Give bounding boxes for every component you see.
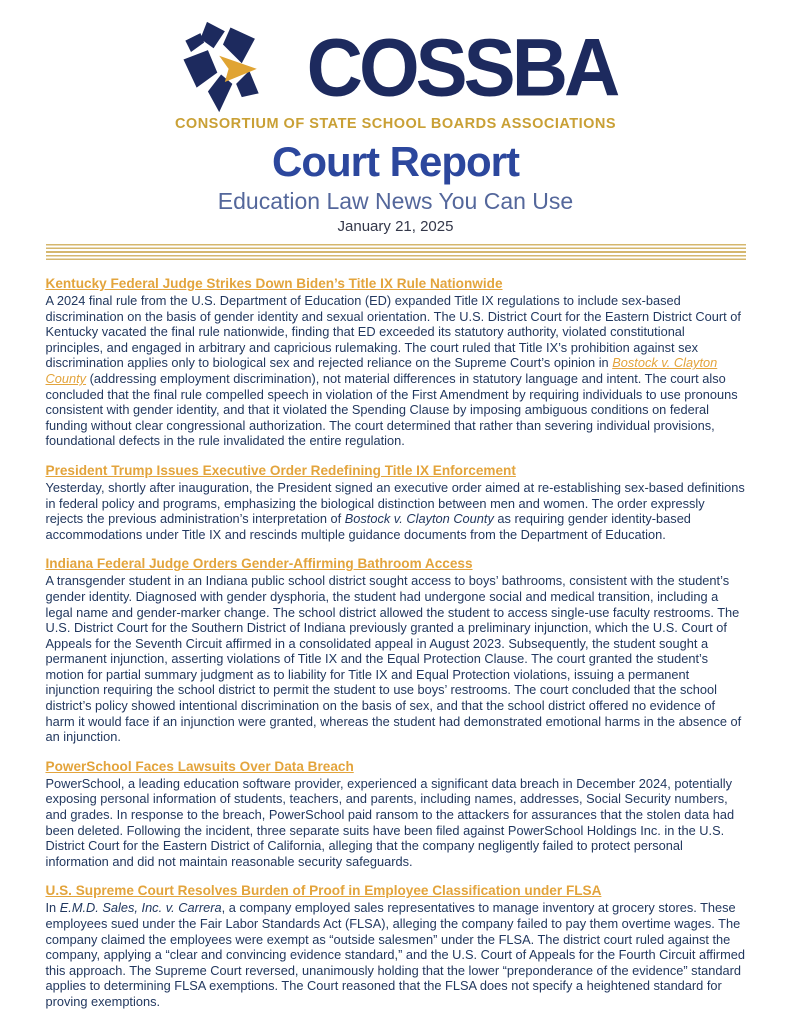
newsletter-page: [46, 0, 746, 1010]
star-logo-icon: [175, 20, 301, 114]
cossba-logo: [46, 20, 746, 114]
article: [46, 555, 746, 745]
article: [46, 275, 746, 449]
article: [46, 462, 746, 542]
articles: [46, 275, 746, 1010]
case-citation: E.M.D. Sales, Inc. v. Carrera: [59, 900, 222, 916]
case-citation-link[interactable]: Bostock v. Clayton County: [45, 355, 718, 386]
body-text: , a company employed sales representatives to manage inventory at grocery stores. These employees sued under the Fair Labor Standards Act (FLSA), alleging the company failed to pay them overtime wages. The company claimed the employees were exempt as “outside salesmen” under the FLSA. The district court ruled against the company, applying a “clear and convincing evidence standard,” and the U.S. Court of Appeals for the Fourth Circuit affirmed this approach. The Supreme Court reversed, unanimously holding that the lower “preponderance of the evidence” standard applies to determining FLSA exemptions. The Court reasoned that the FLSA does not specify a heightened standard for proving exemptions.: [45, 900, 745, 1009]
article-body: [46, 776, 746, 870]
article-body: [46, 293, 746, 449]
issue-date: January 21, 2025: [337, 218, 454, 235]
article: [46, 758, 746, 870]
body-text: A transgender student in an Indiana public school district sought access to boys’ bathrooms, consistent with the student’s gender identity. Diagnosed with gender dysphoria, the student had undergone social and medical transition, including a legal name and gender-marker change. The school district allowed the student to access single-use faculty restrooms. The U.S. District Court for the Southern District of Indiana previously granted a preliminary injunction, which the U.S. Court of Appeals for the Seventh Circuit affirmed in a consolidated appeal in August 2023. Subsequently, the student sought a permanent injunction, asserting violations of Title IX and the Equal Protection Clause. The court granted the student’s motion for partial summary judgment as to liability for Title IX and Equal Protection violations, issuing a permanent injunction requiring the school district to permit the student to use boys’ restrooms. The court concluded that the school district’s policy showed intentional discrimination on the basis of sex, and that the school district offered no evidence of harm it would face if an injunction were granted, whereas the student had demonstrated emotional harms in the absence of an injunction.: [45, 573, 742, 745]
article-body: [46, 573, 746, 745]
article: [46, 882, 746, 1009]
article-heading-link[interactable]: U.S. Supreme Court Resolves Burden of Proof in Employee Classification under FLSA: [45, 883, 602, 899]
logo-wordmark: COSSBA: [306, 20, 617, 114]
body-text: In: [45, 900, 60, 916]
article-heading-link[interactable]: Indiana Federal Judge Orders Gender-Affirming Bathroom Access: [45, 556, 473, 572]
logo-tagline: CONSORTIUM OF STATE SCHOOL BOARDS ASSOCIATIONS: [174, 116, 617, 132]
body-text: Yesterday, shortly after inauguration, the President signed an executive order aimed at re-establishing sex-based definitions in federal policy and programs, emphasizing the biological distinction between men and women. The order expressly rejects the previous administration’s interpretation of: [45, 479, 745, 527]
body-text: PowerSchool, a leading education software provider, experienced a significant data breach in December 2024, potentially exposing personal information of students, teachers, and parents, including names, addresses, Social Security numbers, and grades. In response to the breach, PowerSchool paid ransom to the attackers for assurances that the stolen data had been deleted. Following the incident, three separate suits have been filed against PowerSchool Holdings Inc. in the U.S. District Court for the Eastern District of California, alleging that the company negligently failed to protect personal information and did not maintain reasonable security safeguards.: [45, 775, 735, 869]
page-title: Court Report: [272, 138, 519, 185]
case-citation: Bostock v. Clayton County: [344, 511, 494, 527]
article-heading-link[interactable]: Kentucky Federal Judge Strikes Down Biden’s Title IX Rule Nationwide: [45, 276, 503, 291]
masthead: [46, 20, 746, 235]
article-heading-link[interactable]: PowerSchool Faces Lawsuits Over Data Breach: [45, 758, 354, 774]
article-heading-link[interactable]: President Trump Issues Executive Order Redefining Title IX Enforcement: [45, 462, 516, 478]
body-text: as requiring gender identity-based accommodations under Title IX and rescinds multiple guidance documents from the Department of Education.: [45, 511, 691, 542]
article-body: [46, 480, 746, 542]
body-text: (addressing employment discrimination), not material differences in statutory language and intent. The court also concluded that the final rule compelled speech in violation of the First Amendment by requiring individuals to use pronouns consistent with gender identity, and that it violated the Spending Clause by imposing ambiguous conditions on federal funding without clear congressional authorization. The court determined that rather than severing individual provisions, foundational defects in the rule invalidated the entire regulation.: [45, 370, 738, 449]
gold-divider: [46, 244, 746, 261]
article-body: [46, 900, 746, 1009]
page-subtitle: Education Law News You Can Use: [217, 188, 574, 214]
body-text: A 2024 final rule from the U.S. Department of Education (ED) expanded Title IX regulations to include sex-based discrimination on the basis of gender identity and sexual orientation. The U.S. District Court for the Eastern District Court of Kentucky vacated the final rule nationwide, finding that ED exceeded its statutory authority, violated constitutional principles, and engaged in arbitrary and capricious rulemaking. The court ruled that Title IX’s prohibition against sex discrimination applies only to biological sex and rejected reliance on the Supreme Court’s opinion in: [45, 293, 741, 371]
